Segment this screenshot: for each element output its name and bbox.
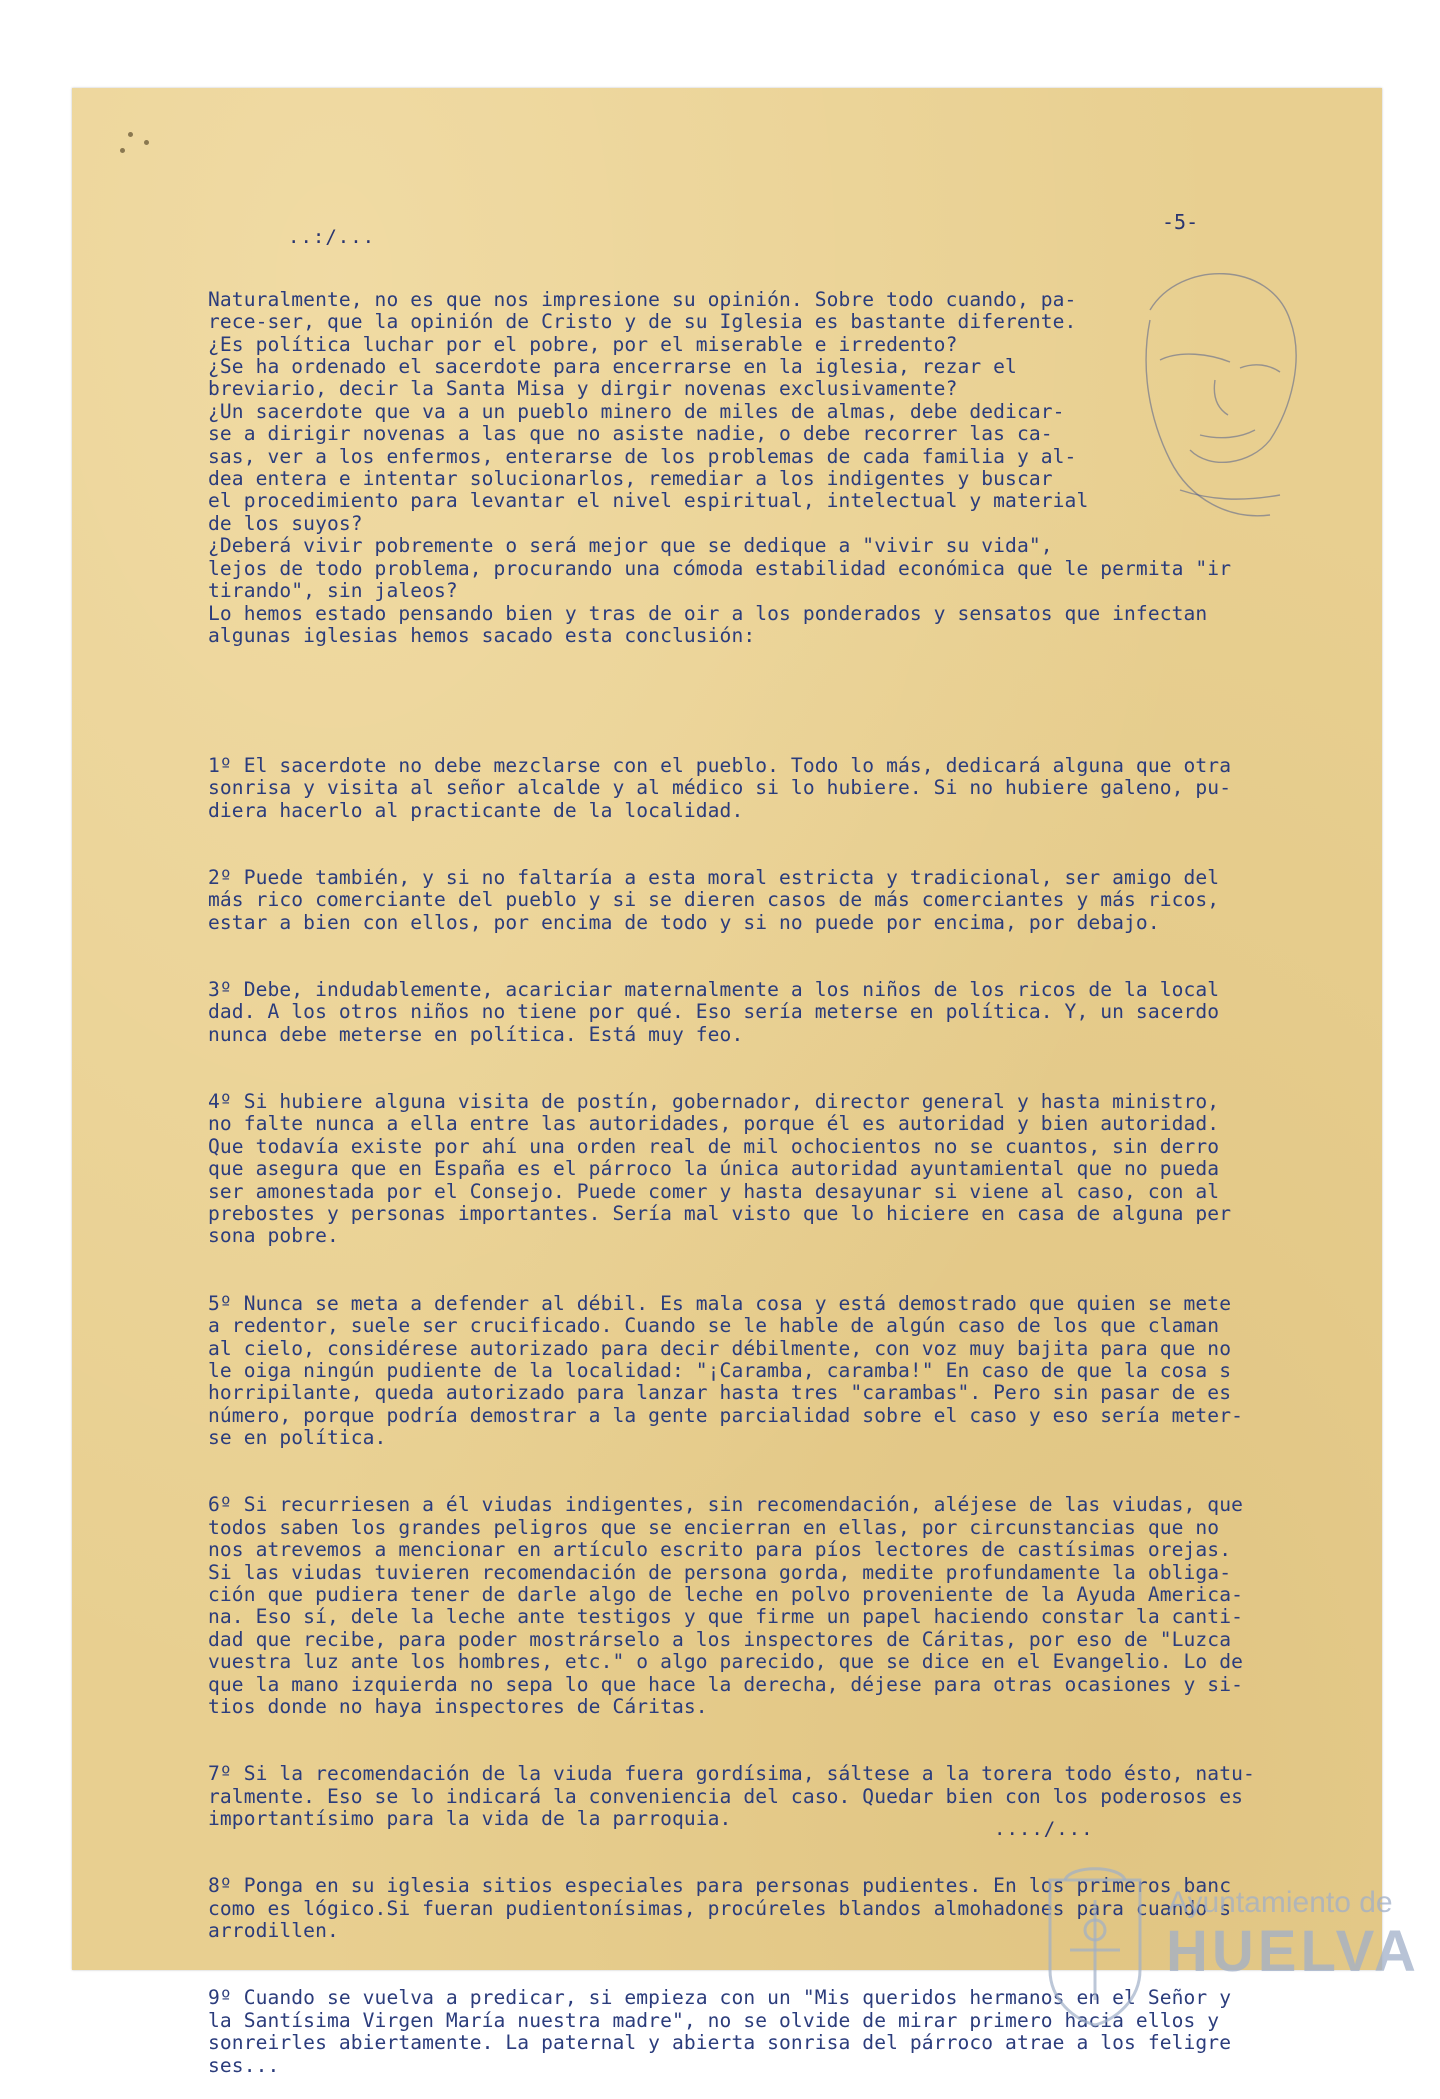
point-2: 2º Puede también, y si no faltaría a esta moral estricta y tradicional, ser amigo del más rico comerciante del pueblo y si se dieren casos de más comerciantes y más ricos, estar a bien con ellos, por encima de todo y si no puede por encima, por debajo. xyxy=(208,865,1220,934)
watermark-line-1: Ayuntamiento de xyxy=(1168,1886,1393,1919)
point-9: 9º Cuando se vuelva a predicar, si empieza con un "Mis queridos hermanos en el Señor y la Santísima Virgen María nuestra madre", no se olvide de mirar primero hacia ellos y sonreirles abiertamente. La paternal y abierta sonrisa del párroco atrae a los feligre ses... xyxy=(208,1986,1232,2077)
point-1: 1º El sacerdote no debe mezclarse con el pueblo. Todo lo más, dedicará alguna que otra sonrisa y visita al señor alcalde y al médico si lo hubiere. Si no hubiere galeno, pu- diera hacerlo al practicante de la localidad. xyxy=(208,753,1232,822)
point-8: 8º Ponga en su iglesia sitios especiales para personas pudientes. En los primeros banc como es lógico.Si fueran pudientonísimas, procúreles blandos almohadones para cuando s arrodillen. xyxy=(208,1874,1232,1943)
continuation-mark-bottom: ..../... xyxy=(994,1818,1094,1840)
point-4: 4º Si hubiere alguna visita de postín, gobernador, director general y hasta ministro, no falte nunca a ella entre las autoridades, porque él es autoridad y bien autoridad. Que todavía existe por ahí una orden real de mil ochocientos no se cuantos, sin derro que asegura que en España es el párroco la única autoridad ayuntamiental que no pueda ser amonestada por el Consejo. Puede comer y hasta desayunar si viene al caso, con al prebostes y personas importantes. Sería mal visto que lo hiciere en casa de alguna per sona pobre. xyxy=(208,1090,1232,1248)
point-6: 6º Si recurriesen a él viudas indigentes, sin recomendación, aléjese de las viudas, que todos saben los grandes peligros que se encierran en ellas, por circunstancias que no nos atrevemos a mencionar en artículo escrito para píos lectores de castísimas orejas. Si las viudas tuvieren recomendación de persona gorda, medite profundamente la obliga- ción que pudiera tener de darle algo de leche en polvo proveniente de la Ayuda America- na. Eso sí, dele la leche ante testigos y que firme un papel haciendo constar la canti- dad que recibe, para poder mostrárselo a los inspectores de Cáritas, por eso de "Luzca vuestra luz ante los hombres, etc." o algo parecido, que se dice en el Evangelio. Lo de que la mano izquierda no sepa lo que hace la derecha, déjese para otras ocasiones y si- tios donde no haya inspectores de Cáritas. xyxy=(208,1493,1243,1718)
page-number: -5- xyxy=(1162,210,1199,234)
continuation-mark-top: ..:/... xyxy=(288,226,376,248)
point-7: 7º Si la recomendación de la viuda fuera gordísima, sáltese a la torera todo ésto, natu- ralmente. Eso se lo indicará la conveniencia del caso. Quedar bien con los poderosos es importantísimo para la vida de la parroquia. xyxy=(208,1762,1255,1831)
point-3: 3º Debe, indudablemente, acariciar maternalmente a los niños de los ricos de la local dad. A los otros niños no tiene por qué. Eso sería meterse en política. Y, un sacerdo nunca debe meterse en política. Está muy feo. xyxy=(208,978,1220,1046)
intro-paragraph: Naturalmente, no es que nos impresione su opinión. Sobre todo cuando, pa- rece-ser, que la opinión de Cristo y de su Iglesia es bastante diferente. ¿Es política luchar por el pobre, por el miserable e irredento? ¿Se ha ordenado el sacerdote para encerrarse en la iglesia, rezar el breviario, decir la Santa Misa y dirgir novenas exclusivamente? ¿Un sacerdote que va a un pueblo minero de miles de almas, debe dedicar- se a dirigir novenas a las que no asiste nadie, o debe recorrer las ca- sas, ver a los enfermos, enterarse de los problemas de cada familia y al- dea entera e intentar solucionarlos, remediar a los indigentes y buscar el procedimiento para levantar el nivel espiritual, intelectual y material de los suyos? ¿Deberá vivir pobremente o será mejor que se dedique a "vivir su vida", lejos de todo problema, procurando una cómoda estabilidad económica que le permita "ir tirando", sin jaleos? Lo hemos estado pensando bien y tras de oir a los ponderados y sensatos que infectan algunas iglesias hemos sacado esta conclusión: xyxy=(208,287,1232,647)
watermark-line-2: HUELVA xyxy=(1166,1919,1420,1984)
point-5: 5º Nunca se meta a defender al débil. Es mala cosa y está demostrado que quien se mete a redentor, suele ser crucificado. Cuando se le hable de algún caso de los que claman al cielo, considérese autorizado para decir débilmente, con voz muy bajita para que no le oiga ningún pudiente de la localidad: "¡Caramba, caramba!" En caso de que la cosa s horripilante, queda autorizado para lanzar hasta tres "carambas". Pero sin pasar de es número, porque podría demostrar a la gente parcialidad sobre el caso y eso sería meter- se en política. xyxy=(208,1291,1243,1450)
